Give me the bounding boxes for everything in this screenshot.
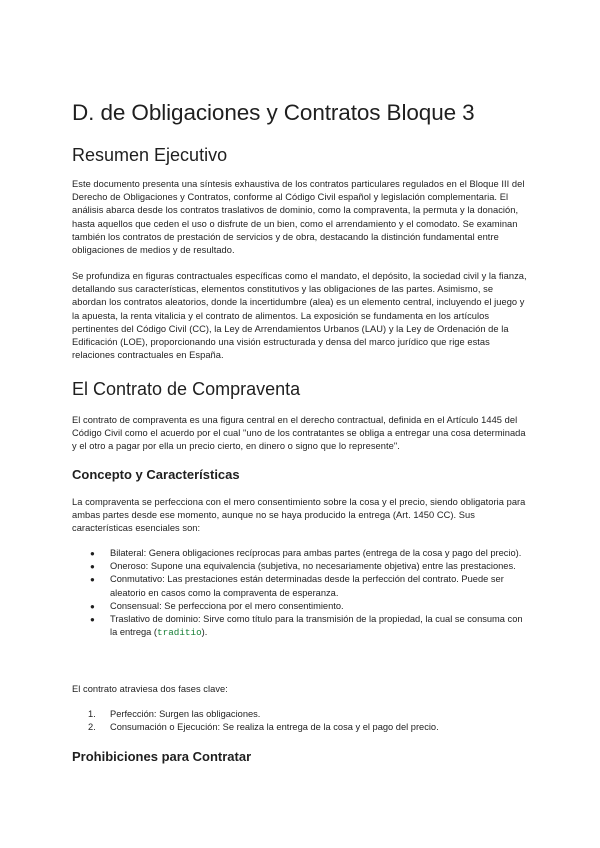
list-number: 2.	[88, 722, 96, 733]
section-heading-compraventa: El Contrato de Compraventa	[72, 379, 301, 399]
paragraph-resumen-1: Este documento presenta una síntesis exhaustiva de los contratos particulares regulados en el Bloque III del Derecho de Obligaciones y Contratos, conforme al Código Civil español y legislación complementaria. El análisis abarca desde los contratos traslativos de dominio, como la compraventa, la permuta y la donación, hasta aquellos que ceden el uso o disfrute de un bien, como el arrendamiento y el comodato. Se examinan también los contratos de prestación de servicios y de obra, destacando la distinción fundamental entre obligaciones de medios y de resultado.	[72, 179, 525, 256]
subsection-heading-prohibiciones: Prohibiciones para Contratar	[72, 749, 252, 764]
list-number: 1.	[88, 709, 96, 719]
paragraph-fases: El contrato atraviesa dos fases clave:	[72, 684, 228, 694]
list-item: ● Conmutativo: Las prestaciones están determinadas desde la perfección del contrato. Puede ser aleatorio en casos como la compraventa de esperanza.	[92, 573, 532, 599]
list-item-text: Perfección: Surgen las obligaciones.	[110, 709, 261, 719]
subsection-heading-concepto: Concepto y Características	[72, 467, 240, 482]
list-item-text: Traslativo de dominio: Sirve como título para la transmisión de la propiedad, la cual se consuma con la entrega (	[110, 614, 523, 638]
list-item-text: Consumación o Ejecución: Se realiza la entrega de la cosa y el pago del precio.	[110, 722, 439, 733]
paragraph-resumen-2: Se profundiza en figuras contractuales específicas como el mandato, el depósito, la sociedad civil y la fianza, detallando sus características, elementos constitutivos y las obligaciones de las partes. Asimismo, se abordan los contratos aleatorios, donde la incertidumbre (alea) es un elemento central, incluyendo el juego y la apuesta, la renta vitalicia y el contrato de alimentos. La exposición se fundamenta en los artículos pertinentes del Código Civil (CC), la Ley de Arrendamientos Urbanos (LAU) y la Ley de Ordenación de la Edificación (LOE), proporcionando una visión estructurada y densa del marco jurídico que rige estas relaciones contractuales en España.	[72, 271, 527, 361]
document-title: D. de Obligaciones y Contratos Bloque 3	[72, 100, 475, 125]
paragraph-concepto-1: La compraventa se perfecciona con el mero consentimiento sobre la cosa y el precio, siendo obligatoria para ambas partes desde ese momento, aunque no se haya producido la entrega (Art. 1450 CC). Sus características esenciales son:	[72, 497, 526, 534]
paragraph-compraventa-1: El contrato de compraventa es una figura central en el derecho contractual, definida en el Artículo 1445 del Código Civil como el acuerdo por el cual "uno de los contratantes se obliga a entregar una cosa determinada y el otro a pagar por ella un precio cierto, en dinero o signo que lo represente".	[72, 415, 526, 452]
characteristics-list	[92, 547, 532, 639]
list-item-text-end: ).	[201, 627, 208, 638]
list-item	[88, 708, 532, 721]
inline-code: traditio	[157, 627, 202, 639]
section-heading-resumen: Resumen Ejecutivo	[72, 145, 228, 165]
list-item: ● Oneroso: Supone una equivalencia (subjetiva, no necesariamente objetiva) entre las prestaciones.	[92, 560, 532, 573]
list-item	[88, 721, 532, 734]
list-item	[92, 613, 532, 639]
list-item: ● Bilateral: Genera obligaciones recíprocas para ambas partes (entrega de la cosa y pago del precio).	[92, 547, 532, 560]
phases-list	[88, 708, 532, 734]
list-item: ● Consensual: Se perfecciona por el mero consentimiento.	[92, 600, 532, 613]
